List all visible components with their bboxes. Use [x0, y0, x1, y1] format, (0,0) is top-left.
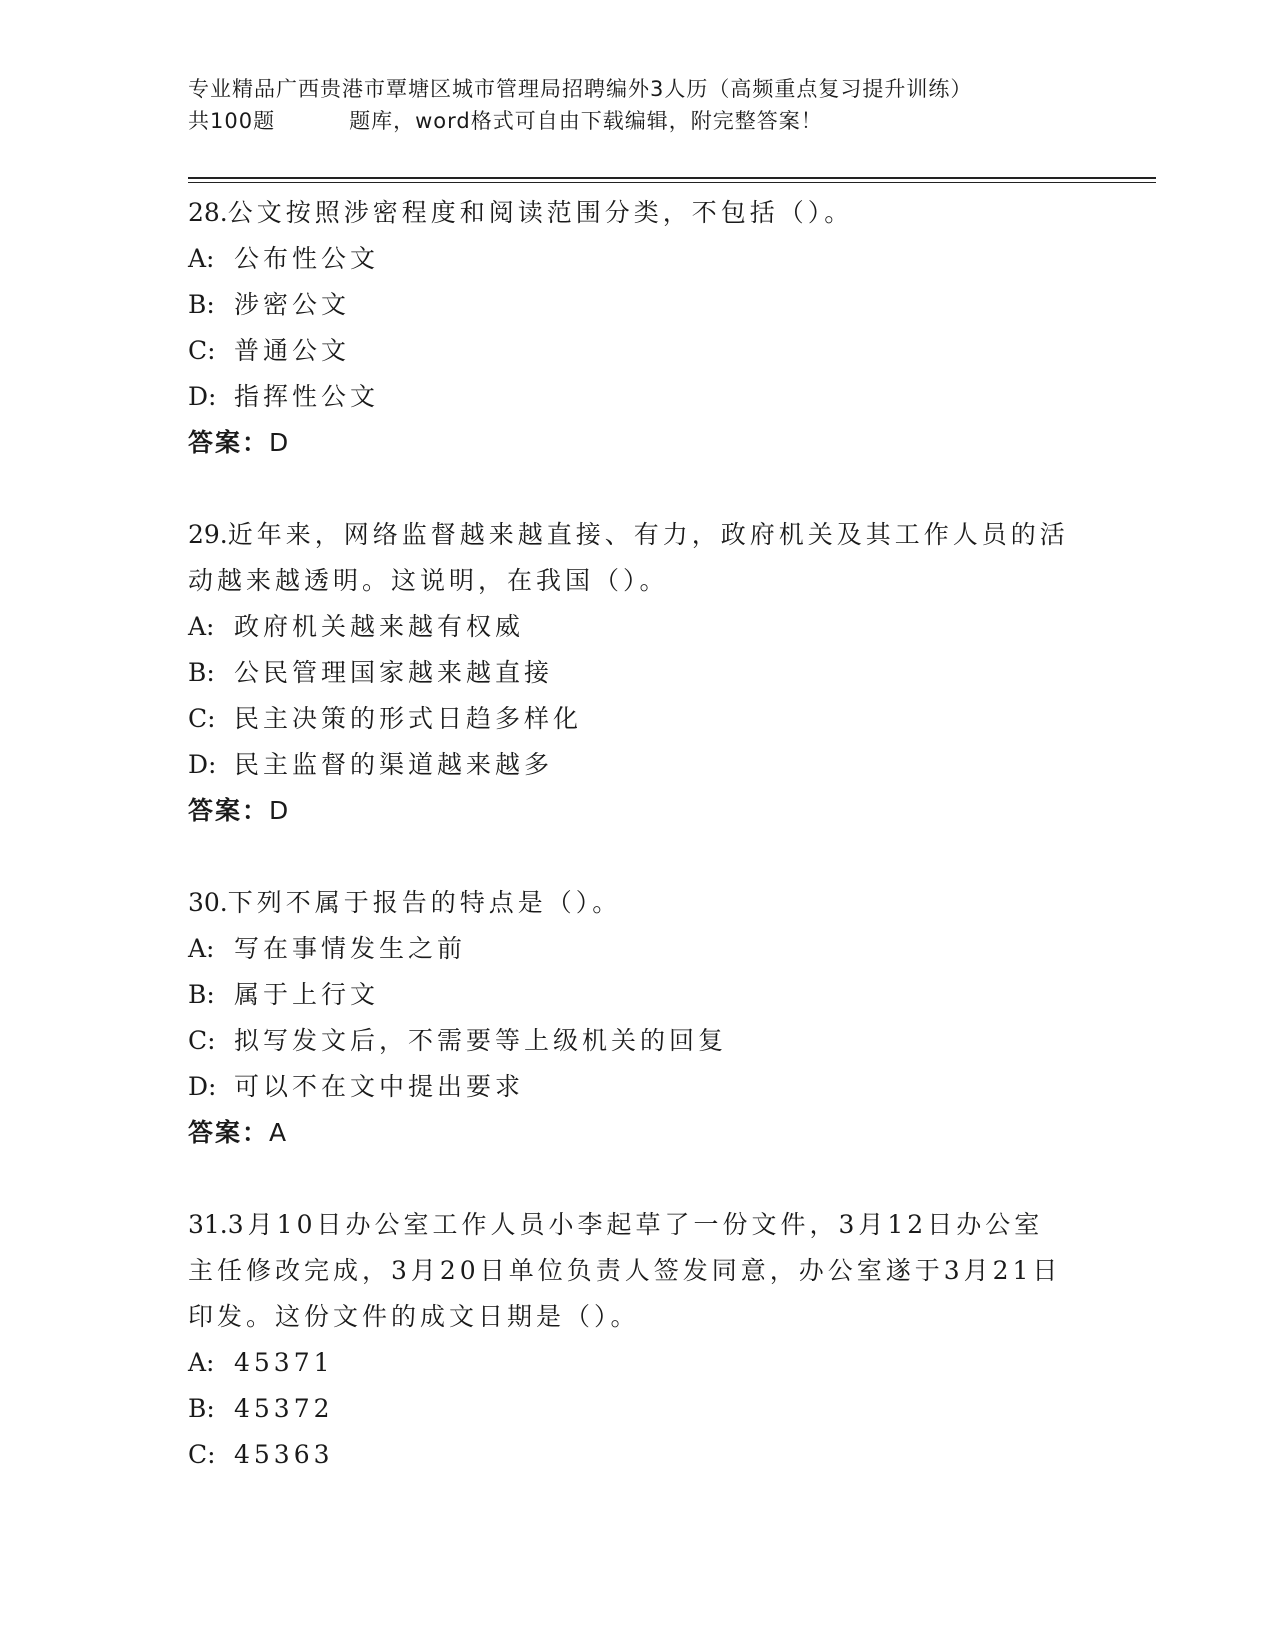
answer-label: 答案： [188, 1118, 270, 1147]
question-stem [188, 190, 1088, 236]
option-text: 写在事情发生之前 [234, 934, 467, 963]
question-stem-continued: 主任修改完成，3月20日单位负责人签发同意，办公室遂于3月21日 [188, 1256, 1062, 1285]
option-d [188, 1064, 1088, 1110]
option-a [188, 236, 1088, 282]
option-letter: A: [188, 612, 215, 641]
answer-value: A [269, 1118, 287, 1147]
option-letter: A: [188, 934, 215, 963]
answer-line [188, 420, 1088, 466]
option-letter: D: [188, 1072, 217, 1101]
option-letter: A: [188, 244, 215, 273]
option-c [188, 696, 1088, 742]
answer-label: 答案： [188, 428, 270, 457]
option-a [188, 604, 1088, 650]
option-text: 45371 [234, 1348, 334, 1377]
answer-line [188, 1110, 1088, 1156]
option-text: 45372 [234, 1394, 334, 1423]
option-letter: B: [188, 1394, 215, 1423]
option-a [188, 926, 1088, 972]
question-number: 30. [188, 888, 228, 917]
question-list [188, 190, 1088, 1524]
header-description: 题库，word格式可自由下载编辑，附完整答案！ [349, 109, 823, 133]
question-28 [188, 190, 1088, 466]
header-divider-thin [188, 182, 1156, 183]
question-stem-continued: 动越来越透明。这说明，在我国（）。 [188, 566, 669, 595]
option-b [188, 1386, 1088, 1432]
question-stem-continued: 印发。这份文件的成文日期是（）。 [188, 1302, 640, 1331]
option-letter: D: [188, 750, 217, 779]
option-text: 拟写发文后，不需要等上级机关的回复 [234, 1026, 728, 1055]
option-c [188, 328, 1088, 374]
question-stem [188, 1202, 1088, 1248]
option-letter: C: [188, 1440, 216, 1469]
option-c [188, 1018, 1088, 1064]
option-letter: B: [188, 980, 215, 1009]
question-29 [188, 512, 1088, 834]
option-letter: B: [188, 290, 215, 319]
option-text: 45363 [234, 1440, 334, 1469]
question-31 [188, 1202, 1088, 1478]
option-text: 民主监督的渠道越来越多 [234, 750, 554, 779]
option-text: 可以不在文中提出要求 [234, 1072, 525, 1101]
answer-label: 答案： [188, 796, 270, 825]
option-letter: B: [188, 658, 215, 687]
option-letter: C: [188, 704, 216, 733]
option-d [188, 374, 1088, 420]
option-text: 涉密公文 [234, 290, 351, 319]
answer-value: D [269, 796, 289, 825]
option-letter: A: [188, 1348, 215, 1377]
option-d [188, 742, 1088, 788]
option-text: 普通公文 [234, 336, 351, 365]
answer-value: D [269, 428, 289, 457]
question-stem [188, 880, 1088, 926]
option-text: 属于上行文 [234, 980, 380, 1009]
option-c [188, 1432, 1088, 1478]
document-header [188, 73, 1148, 137]
option-b [188, 650, 1088, 696]
option-text: 公民管理国家越来越直接 [234, 658, 554, 687]
header-divider-thick [188, 177, 1156, 179]
question-number: 31. [188, 1210, 228, 1239]
question-stem [188, 512, 1088, 558]
option-letter: C: [188, 336, 216, 365]
header-subtitle [188, 105, 1148, 137]
question-text: 近年来，网络监督越来越直接、有力，政府机关及其工作人员的活 [227, 520, 1069, 549]
option-text: 公布性公文 [234, 244, 380, 273]
option-b [188, 282, 1088, 328]
question-30 [188, 880, 1088, 1156]
question-number: 29. [188, 520, 228, 549]
option-text: 指挥性公文 [234, 382, 380, 411]
answer-line [188, 788, 1088, 834]
option-b [188, 972, 1088, 1018]
question-text: 公文按照涉密程度和阅读范围分类，不包括（）。 [227, 198, 854, 227]
option-text: 政府机关越来越有权威 [234, 612, 525, 641]
header-question-count: 共100题 [188, 109, 276, 133]
option-letter: D: [188, 382, 217, 411]
option-a [188, 1340, 1088, 1386]
option-text: 民主决策的形式日趋多样化 [234, 704, 583, 733]
question-number: 28. [188, 198, 228, 227]
question-text: 3月10日办公室工作人员小李起草了一份文件，3月12日办公室 [227, 1210, 1044, 1239]
option-letter: C: [188, 1026, 216, 1055]
question-text: 下列不属于报告的特点是（）。 [227, 888, 622, 917]
header-title: 专业精品广西贵港市覃塘区城市管理局招聘编外3人历（高频重点复习提升训练） [188, 77, 973, 101]
